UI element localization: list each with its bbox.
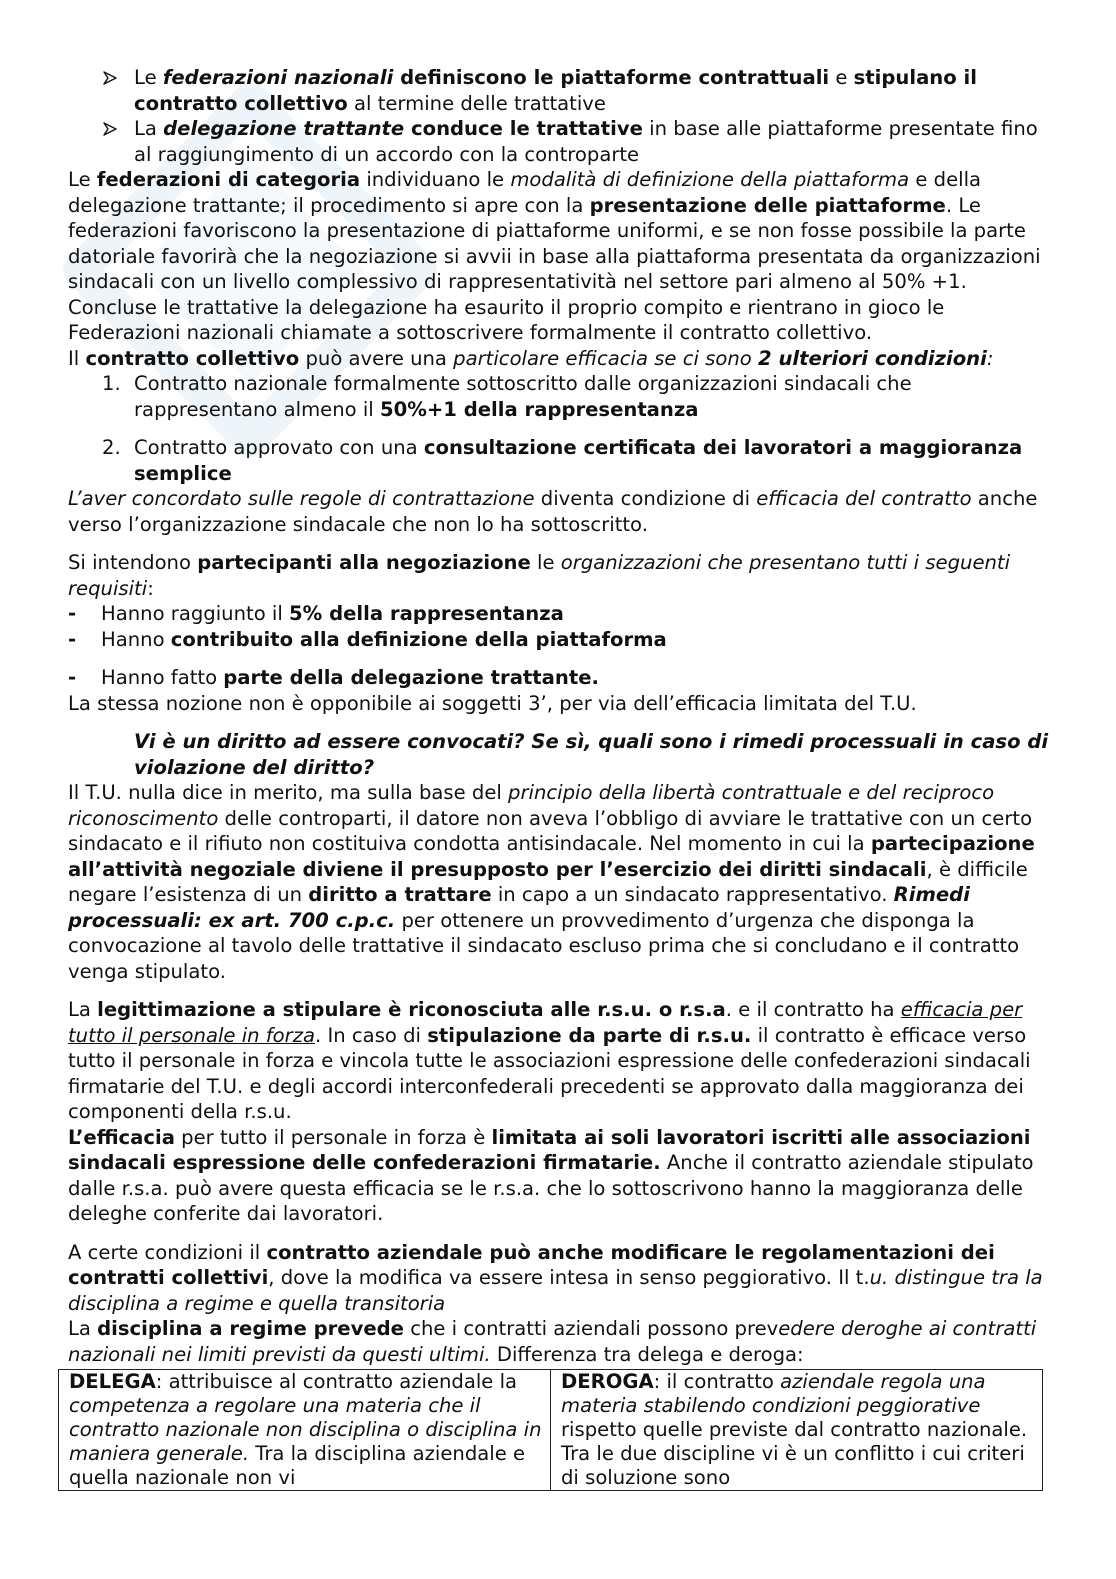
text-run: partecipanti alla negoziazione: [197, 551, 531, 574]
list-item: [68, 65, 1053, 116]
text-run: , è difficile negare l’esistenza di un: [68, 857, 1028, 906]
text-run: Il T.U. nulla dice in merito, ma sulla base del: [68, 781, 509, 804]
text-run: Contratto approvato con una: [134, 436, 424, 459]
paragraph-contratto-collettivo: [68, 346, 1053, 372]
list-item-text: [101, 628, 667, 651]
list-item: [68, 116, 1053, 167]
paragraph-nozione: [68, 691, 1053, 717]
text-run: contratto aziendale può anche modificare le regolamentazioni dei contratti collettivi: [68, 1240, 995, 1289]
table-row: [59, 1370, 1043, 1491]
text-run: contribuito alla definizione della piattaforma: [170, 627, 667, 651]
text-run: DEROGA: [561, 1370, 654, 1393]
text-run: per ottenere un provvedimento d’urgenza che disponga la convocazione al tavolo delle trattative il sindacato escluso prima che si concludano e il contratto venga stipulato.: [68, 908, 1020, 983]
text-run: diventa condizione di: [534, 487, 757, 510]
text-run: . e il contratto ha: [725, 998, 901, 1021]
table-cell-deroga: [551, 1370, 1043, 1491]
text-run: L’efficacia: [68, 1125, 175, 1149]
text-run: presentazione delle piattaforme: [589, 193, 946, 217]
list-item: [68, 371, 1053, 422]
text-run: Le: [68, 168, 97, 191]
text-run: efficacia del contratto: [756, 487, 972, 510]
text-run: individuano le: [360, 168, 511, 191]
text-run: diritto a trattare: [308, 883, 492, 906]
text-run: definiscono le piattaforme contrattuali: [393, 66, 830, 89]
text-run: organizzazioni che presentano tutti i seguenti requisiti: [68, 551, 1011, 600]
arrow-bullet-icon: [102, 116, 118, 144]
list-number: 1.: [102, 372, 121, 395]
document-body: [68, 65, 1053, 1491]
paragraph-aver-concordato: [68, 486, 1053, 537]
text-run: partecipazione all’attività negoziale diviene il presupposto per l’esercizio dei diritti sindacali: [68, 832, 1035, 881]
text-run: 2 ulteriori condizioni: [758, 346, 987, 370]
dash-marker: -: [68, 627, 77, 651]
paragraph-efficacia: [68, 1125, 1053, 1227]
text-run: Il: [68, 346, 86, 370]
text-run: u. distingue tra la disciplina a regime e quella transitoria: [68, 1266, 1043, 1315]
text-run: consultazione certificata dei lavoratori a maggioranza semplice: [134, 436, 1023, 485]
text-run: 50%+1 della rappresentanza: [379, 397, 699, 421]
text-run: che i contratti aziendali possono prev: [403, 1317, 779, 1340]
text-run: delegazione trattante: [163, 117, 405, 140]
dash-list: [68, 601, 1053, 691]
text-run: 5% della rappresentanza: [289, 602, 564, 625]
text-run: modalità di definizione della piattaforma: [510, 168, 910, 191]
text-run: , dove la modifica va essere intesa in senso peggiorativo. Il t.: [268, 1266, 870, 1289]
list-item: [68, 627, 1053, 653]
text-run: federazioni nazionali: [162, 66, 394, 89]
text-run: Le: [134, 66, 163, 89]
dash-marker: -: [68, 602, 77, 625]
text-run: rispetto quelle previste dal contratto nazionale. Tra le due discipline vi è un conflitto i cui criteri di soluzione sono: [561, 1418, 1028, 1489]
text-run: al termine delle trattative: [347, 91, 606, 115]
paragraph-diritto-trattare: [68, 780, 1053, 984]
question-text: Vi è un diritto ad essere convocati? Se sì, quali sono i rimedi processuali in caso di violazione del diritto?: [134, 730, 1049, 779]
paragraph-partecipanti: [68, 550, 1053, 601]
text-run: Hanno fatto: [101, 666, 224, 689]
numbered-list: [68, 371, 1053, 486]
text-run: stipulano il contratto collettivo: [134, 66, 977, 115]
list-number: 2.: [102, 436, 121, 459]
text-run: in base alle piattaforme presentate fino al raggiungimento di un accordo con la controparte: [134, 117, 1038, 166]
list-item: [68, 665, 1053, 691]
text-run: per tutto il personale in forza è: [174, 1125, 492, 1149]
text-run: :: [147, 576, 154, 600]
text-run: competenza a regolare una materia che il contratto nazionale non disciplina o disciplina in maniera generale.: [69, 1394, 542, 1465]
text-run: Differenza tra delega e deroga:: [490, 1342, 804, 1366]
text-run: principio della libertà contrattuale e del reciproco riconoscimento: [68, 781, 995, 830]
text-run: Rimedi processuali: ex art. 700 c.p.c.: [68, 883, 970, 932]
list-item: [68, 435, 1053, 486]
text-run: in capo a un sindacato rappresentativo.: [491, 883, 894, 906]
text-run: Hanno raggiunto il: [101, 602, 290, 625]
text-run: Tra la disciplina aziendale e quella nazionale non vi: [69, 1442, 526, 1489]
text-run: può avere una: [299, 346, 454, 370]
text-run: La: [68, 998, 98, 1021]
text-run: legittimazione a stipulare è riconosciuta alle r.s.u. o r.s.a: [97, 998, 726, 1021]
list-item-text: [134, 117, 1038, 166]
text-run: DELEGA: [69, 1370, 156, 1393]
text-run: delle controparti, il datore non aveva l’obbligo di avviare le trattative con un certo sindacato e il rifiuto non costituiva condotta antisindacale. Nel momento in cui la: [68, 806, 1033, 855]
paragraph-disciplina-regime: [68, 1316, 1053, 1367]
list-item-text: [134, 436, 1022, 485]
text-run: . Le federazioni favoriscono la presentazione di piattaforme uniformi, e se non fosse possibile la parte datoriale favorirà che la negoziazione si avvii in base alla piattaforma presentata da organizzazioni sindacali con un livello complessivo di rappresentatività nel settore pari almeno al 50% +1. Concluse le trattative la delegazione ha esaurito il proprio compito e rientrano in gioco le Federazioni nazionali chiamate a sottoscrivere formalmente il contratto collettivo.: [68, 193, 1041, 344]
question-block: [68, 729, 1053, 780]
text-run: Anche il contratto aziendale stipulato dalle r.s.a. può avere questa efficacia se le r.s.a. che lo sottoscrivono hanno la maggioranza delle deleghe conferite dai lavoratori.: [68, 1151, 1034, 1225]
text-run: Si intendono: [68, 551, 198, 574]
paragraph-legittimazione: [68, 997, 1053, 1125]
text-run: edere deroghe ai contratti nazionali nei limiti previsti da questi ultimi.: [68, 1317, 1037, 1366]
dash-marker: -: [68, 666, 77, 689]
list-item-text: [134, 372, 912, 421]
text-run: : attribuisce al contratto aziendale la: [155, 1370, 518, 1393]
text-run: : il contratto: [653, 1370, 781, 1393]
arrow-bullet-icon: [102, 65, 118, 93]
text-run: :: [986, 346, 994, 370]
text-run: A certe condizioni il: [68, 1240, 267, 1264]
text-run: stipulazione da parte di r.s.u.: [427, 1023, 752, 1047]
text-run: efficacia per tutto il personale in forza: [68, 998, 1023, 1047]
list-item: [68, 601, 1053, 627]
text-run: anche verso l’organizzazione sindacale che non lo ha sottoscritto.: [68, 487, 1038, 536]
arrow-bullet-list: [68, 65, 1053, 167]
text-run: L’aver concordato sulle regole di contrattazione: [68, 487, 535, 510]
paragraph-federazioni-categoria: [68, 167, 1053, 346]
text-run: disciplina a regime prevede: [97, 1317, 404, 1340]
text-run: parte della delegazione trattante.: [223, 666, 599, 689]
text-run: conduce le trattative: [404, 117, 643, 140]
text-run: e: [829, 66, 854, 89]
text-run: limitata ai soli lavoratori iscritti alle associazioni sindacali espressione delle confederazioni firmatarie.: [68, 1125, 1031, 1174]
text-run: . In caso di: [315, 1023, 428, 1047]
text-run: e della delegazione trattante; il procedimento si apre con la: [68, 168, 982, 217]
table-cell-delega: [59, 1370, 551, 1491]
text-run: La: [68, 1317, 98, 1340]
text-run: La stessa nozione non è opponibile ai soggetti 3’, per via dell’efficacia limitata del T.U.: [68, 691, 917, 715]
text-run: il contratto è efficace verso tutto il personale in forza e vincola tutte le associazioni espressione delle confederazioni sindacali firmatarie del T.U. e degli accordi interconfederali precedenti se approvato dalla maggioranza dei componenti della r.s.u.: [68, 1023, 1031, 1123]
text-run: Contratto nazionale formalmente sottoscritto dalle organizzazioni sindacali che rappresentano almeno il: [134, 372, 912, 421]
list-item-text: [101, 666, 599, 689]
text-run: le: [530, 551, 561, 574]
text-run: contratto collettivo: [85, 346, 300, 370]
text-run: La: [134, 117, 164, 140]
list-item-text: [134, 66, 977, 115]
delega-deroga-table: [58, 1369, 1043, 1491]
text-run: aziendale regola una materia stabilendo condizioni peggiorative: [561, 1370, 986, 1417]
text-run: particolare efficacia se ci sono: [453, 346, 758, 370]
list-item-text: [101, 602, 564, 625]
text-run: federazioni di categoria: [96, 168, 361, 191]
paragraph-contratto-aziendale: [68, 1240, 1053, 1317]
text-run: Hanno: [101, 627, 171, 651]
